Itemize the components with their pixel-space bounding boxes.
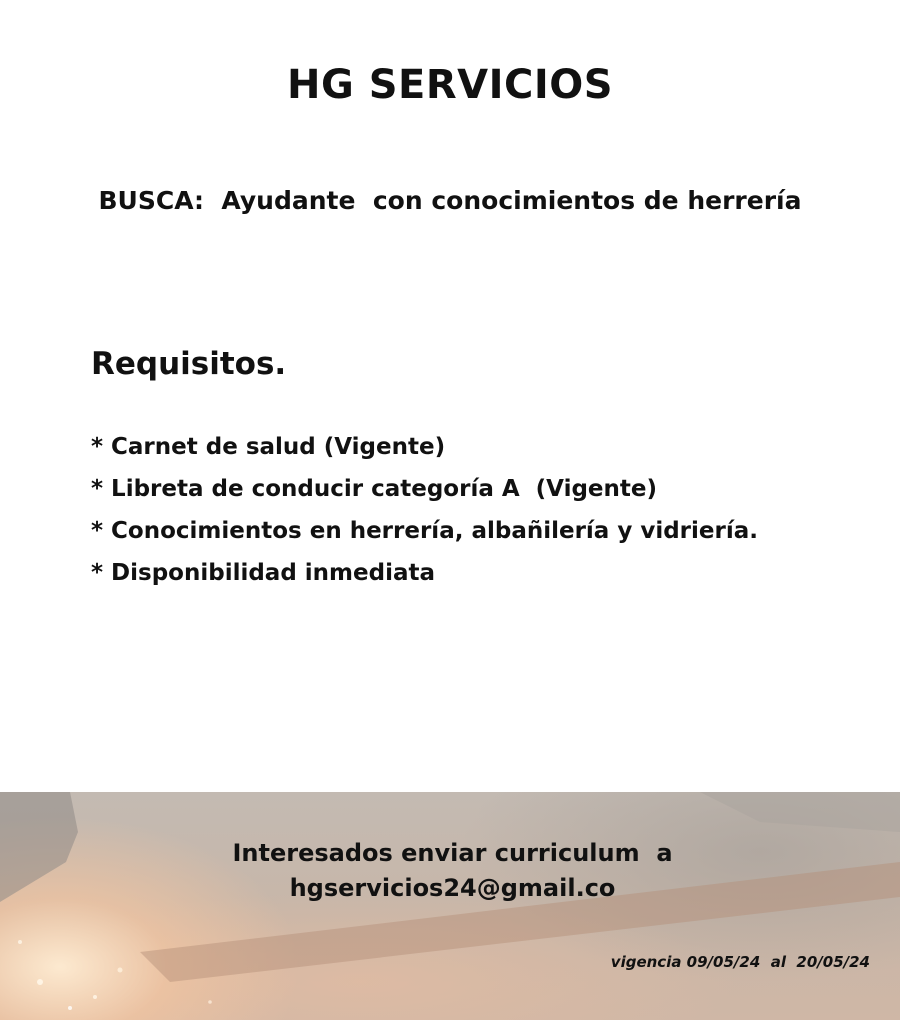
requirement-item: * Conocimientos en herrería, albañilería y vidriería. <box>91 518 758 544</box>
requirement-item: * Carnet de salud (Vigente) <box>91 434 446 460</box>
contact-instructions <box>0 836 900 906</box>
forge-background-image <box>0 792 900 1020</box>
contact-email[interactable]: hgservicios24@gmail.co <box>289 874 616 902</box>
requirement-item: * Disponibilidad inmediata <box>91 560 436 586</box>
requirements-list <box>91 426 758 594</box>
requirements-heading: Requisitos. <box>91 346 287 382</box>
cta-line: Interesados enviar curriculum a <box>232 839 673 867</box>
job-position-line: BUSCA: Ayudante con conocimientos de herrería <box>98 186 802 215</box>
requirement-item: * Libreta de conducir categoría A (Vigente) <box>91 476 658 502</box>
validity-dates: vigencia 09/05/24 al 20/05/24 <box>610 953 870 971</box>
company-title: HG SERVICIOS <box>286 62 614 108</box>
footer-banner <box>0 792 900 1020</box>
